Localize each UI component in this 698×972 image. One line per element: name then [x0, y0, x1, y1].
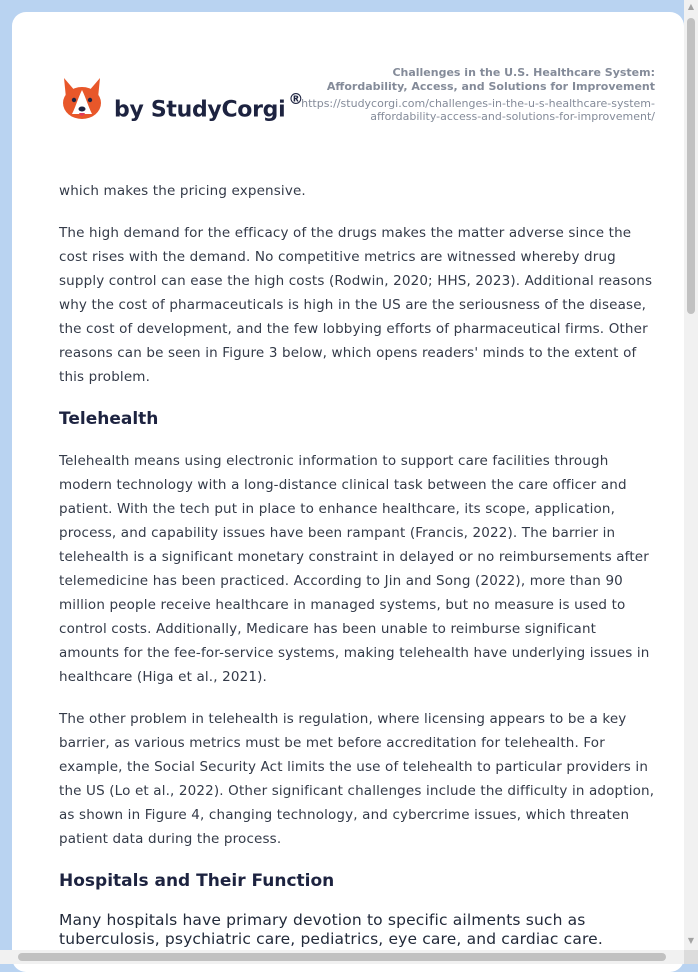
horizontal-scrollbar[interactable]: [0, 950, 684, 964]
studycorgi-logo[interactable]: [60, 76, 304, 136]
brand-name: by StudyCorgi ®: [114, 90, 304, 123]
scrollbar-corner: [684, 950, 698, 964]
document-url[interactable]: https://studycorgi.com/challenges-in-the-u-s-healthcare-system-affordability-access-and-solutions-for-improvement/: [301, 97, 655, 123]
paragraph: Many hospitals have primary devotion to specific ailments such as tuberculosis, psychiatric care, pediatrics, eye care, and cardiac care.: [59, 911, 603, 948]
paragraph: The high demand for the efficacy of the drugs makes the matter adverse since the cost rises with the demand. No competitive metrics are witnessed whereby drug supply control can ease the high costs (Rodwin, 2020; HHS, 2023). Additional reasons why the cost of pharmaceuticals is high in the US are the seriousness of the disease, the cost of development, and the few lobbying efforts of pharmaceutical firms. Other reasons can be seen in Figure 3 below, which opens readers' minds to the extent of this problem.: [59, 225, 653, 385]
paragraph: The other problem in telehealth is regulation, where licensing appears to be a key barrier, as various metrics must be met before accreditation for telehealth. For example, the Social Security Act limits the use of telehealth to particular providers in the US (Lo et al., 2022). Other significant challenges include the difficulty in adoption, as shown in Figure 4, changing technology, and cybercrime issues, which threaten patient data during the process.: [59, 711, 655, 847]
document-page: [12, 12, 684, 972]
page-header: [12, 12, 684, 142]
scroll-down-arrow-icon[interactable]: ▼: [687, 936, 695, 945]
vertical-scroll-thumb[interactable]: [687, 18, 695, 314]
scroll-up-arrow-icon[interactable]: ▲: [687, 2, 695, 11]
paragraph: which makes the pricing expensive.: [59, 183, 306, 199]
corgi-icon: [60, 76, 104, 124]
article-body: [59, 179, 659, 967]
section-heading-telehealth: Telehealth: [59, 409, 159, 429]
paragraph: Telehealth means using electronic information to support care facilities through modern technology with a long-distance clinical task between the care officer and patient. With the tech put in place to enhance healthcare, its scope, application, process, and capability issues have been rampant (Francis, 2022). The barrier in telehealth is a significant monetary constraint in delayed or no reimbursements after telemedicine has been practiced. According to Jin and Song (2022), more than 90 million people receive healthcare in managed systems, but no measure is used to control costs. Additionally, Medicare has been unable to reimburse significant amounts for the fee-for-service systems, making telehealth have underlying issues in healthcare (Higa et al., 2021).: [59, 453, 650, 685]
vertical-scrollbar[interactable]: [684, 0, 698, 964]
section-heading-hospitals: Hospitals and Their Function: [59, 871, 335, 891]
horizontal-scroll-thumb[interactable]: [18, 953, 666, 961]
registered-mark: ®: [288, 90, 304, 108]
document-title: Challenges in the U.S. Healthcare System: Affordability, Access, and Solutions for Improvement: [326, 66, 655, 93]
